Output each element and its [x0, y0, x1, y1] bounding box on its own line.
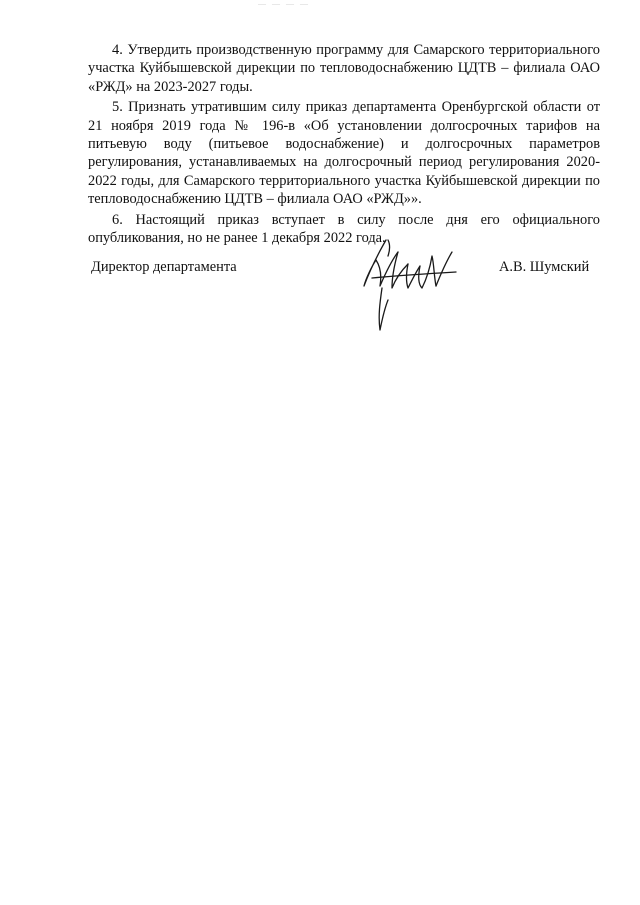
paragraph-item-4: 4. Утвердить производственную программу для Самарского территориального участка Куйбышевской дирекции по тепловодоснабжению ЦДТВ – филиала ОАО «РЖД» на 2023-2027 годы. — [88, 42, 600, 95]
paragraph-item-5: 5. Признать утратившим силу приказ департамента Оренбургской области от 21 ноября 2019 года № 196-в «Об установлении долгосрочных тарифов на питьевую воду (питьевое водоснабжение) и долгосрочных параметров регулирования, устанавливаемых на долгосрочный период регулирования 2020-2022 годы, для Самарского территориального участка Куйбышевской дирекции по тепловодоснабжению ЦДТВ – филиала ОАО «РЖД»». — [88, 99, 600, 208]
paragraph-item-6: 6. Настоящий приказ вступает в силу после дня его официального опубликования, но не ранее 1 декабря 2022 года. — [88, 211, 600, 247]
page-header-mark: — — — — — [258, 0, 310, 6]
signatory-name: А.В. Шумский — [499, 259, 590, 275]
signatory-position: Директор департамента — [91, 259, 237, 275]
handwritten-signature — [352, 230, 462, 332]
document-body — [88, 41, 600, 249]
